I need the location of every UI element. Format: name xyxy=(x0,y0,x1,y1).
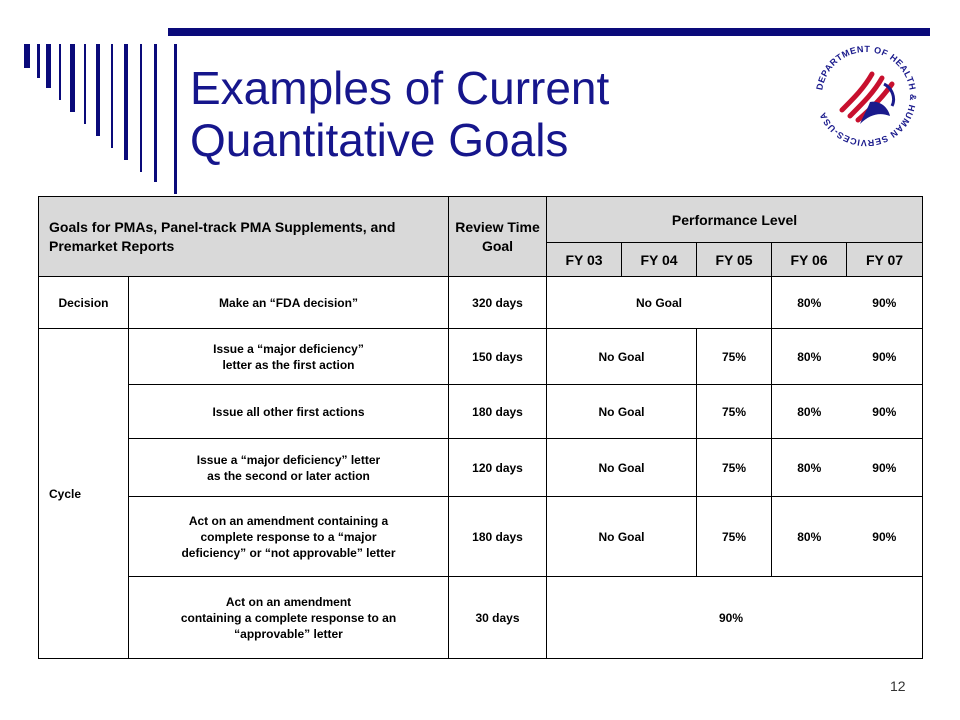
review-time-header: Review Time Goal xyxy=(449,197,547,277)
goal-cell xyxy=(129,439,449,497)
table-row xyxy=(39,329,923,385)
table-row xyxy=(39,385,923,439)
performance-cell: 90% xyxy=(547,577,923,659)
goal-line: letter as the first action xyxy=(222,357,355,372)
goal-line: Issue a “major deficiency” xyxy=(213,341,364,356)
goal-line: complete response to a “major xyxy=(200,529,377,544)
table-row xyxy=(39,497,923,577)
performance-cell: 80% xyxy=(772,439,847,497)
goal-line: Act on an amendment xyxy=(225,594,352,609)
goal-line: Issue a “major deficiency” letter xyxy=(196,452,381,467)
table-header-row xyxy=(39,197,923,243)
cycle-category: Cycle xyxy=(39,329,129,659)
goal-line: Act on an amendment containing a xyxy=(188,513,389,528)
review-time-cell: 150 days xyxy=(449,329,547,385)
goal-cell xyxy=(129,577,449,659)
review-time-cell: 30 days xyxy=(449,577,547,659)
performance-cell: 90% xyxy=(847,439,923,497)
performance-cell: No Goal xyxy=(547,385,697,439)
review-time-cell: 180 days xyxy=(449,497,547,577)
performance-cell: 75% xyxy=(697,329,772,385)
performance-cell: 90% xyxy=(847,385,923,439)
goals-header: Goals for PMAs, Panel-track PMA Supplements, and Premarket Reports xyxy=(39,197,449,277)
performance-cell: 90% xyxy=(847,277,923,329)
review-time-cell: 120 days xyxy=(449,439,547,497)
page-number: 12 xyxy=(890,678,906,694)
fy-header: FY 04 xyxy=(622,243,697,277)
fy-header: FY 07 xyxy=(847,243,923,277)
svg-text:DEPARTMENT OF HEALTH & HUMAN S: DEPARTMENT OF HEALTH & HUMAN SERVICES-USA xyxy=(814,43,919,149)
goal-line: containing a complete response to an xyxy=(180,610,397,625)
goal-line: deficiency” or “not approvable” letter xyxy=(181,545,396,560)
fy-header: FY 03 xyxy=(547,243,622,277)
performance-cell: 80% xyxy=(772,277,847,329)
table-row xyxy=(39,577,923,659)
goal-cell: Issue all other first actions xyxy=(129,385,449,439)
performance-cell: 80% xyxy=(772,497,847,577)
performance-cell: 80% xyxy=(772,329,847,385)
performance-cell: 90% xyxy=(847,329,923,385)
performance-cell: No Goal xyxy=(547,439,697,497)
performance-cell: No Goal xyxy=(547,277,772,329)
goal-cell: Make an “FDA decision” xyxy=(129,277,449,329)
performance-cell: 80% xyxy=(772,385,847,439)
performance-cell: No Goal xyxy=(547,497,697,577)
header-accent-bar xyxy=(168,28,930,36)
decision-category: Decision xyxy=(39,277,129,329)
goal-cell xyxy=(129,329,449,385)
performance-cell: 75% xyxy=(697,385,772,439)
performance-cell: 75% xyxy=(697,497,772,577)
goal-line: as the second or later action xyxy=(207,468,370,483)
title-line-1: Examples of Current xyxy=(190,62,610,114)
goal-cell xyxy=(129,497,449,577)
quantitative-goals-table xyxy=(38,196,923,659)
table-row xyxy=(39,277,923,329)
goal-line: “approvable” letter xyxy=(234,626,343,641)
decorative-stripes xyxy=(24,44,184,194)
table-row xyxy=(39,439,923,497)
slide-title xyxy=(190,62,790,166)
performance-cell: 90% xyxy=(847,497,923,577)
hhs-seal-icon xyxy=(810,40,922,152)
title-line-2: Quantitative Goals xyxy=(190,114,569,166)
review-time-cell: 320 days xyxy=(449,277,547,329)
performance-cell: No Goal xyxy=(547,329,697,385)
fy-header: FY 06 xyxy=(772,243,847,277)
review-time-cell: 180 days xyxy=(449,385,547,439)
fy-header: FY 05 xyxy=(697,243,772,277)
performance-level-header: Performance Level xyxy=(547,197,923,243)
performance-cell: 75% xyxy=(697,439,772,497)
